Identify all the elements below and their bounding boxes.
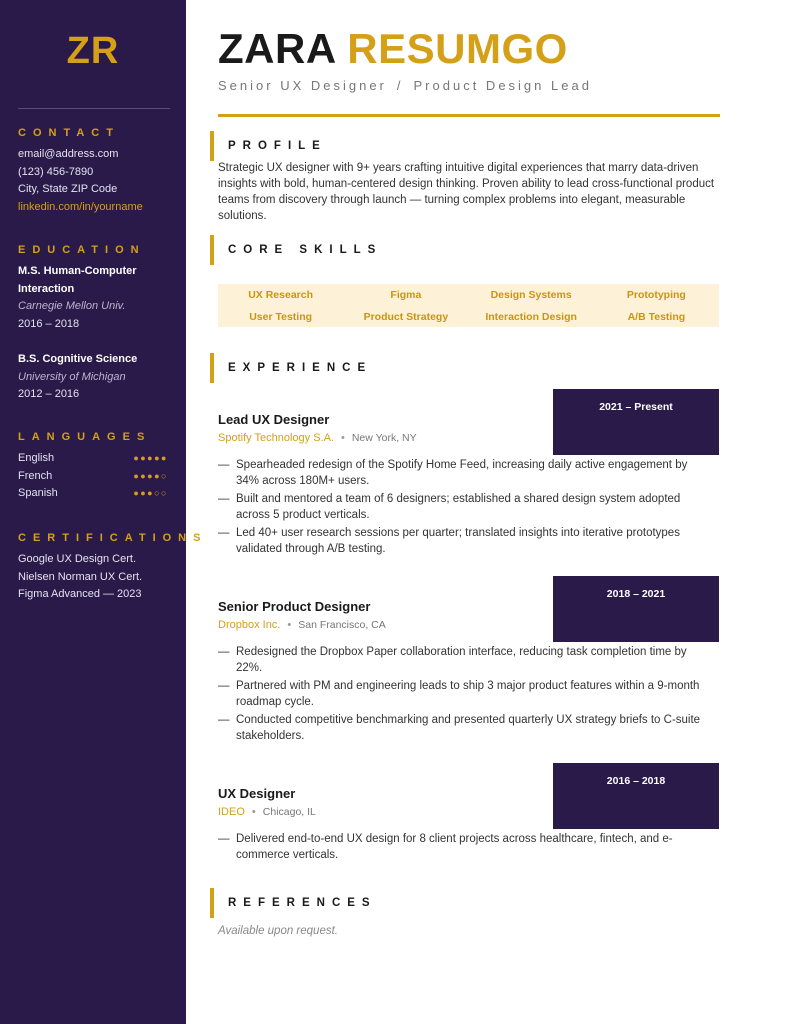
meta-separator: • xyxy=(251,806,256,818)
certifications-heading: CERTIFICATIONS xyxy=(18,532,208,544)
language-level-dots: ●●●●○ xyxy=(133,470,168,481)
education-school: Carnegie Mellon Univ. xyxy=(18,300,126,312)
section-title: PROFILE xyxy=(228,140,327,152)
job-bullets xyxy=(218,644,708,746)
bullet-marker: — xyxy=(218,527,230,539)
skill-tag: Figma xyxy=(390,289,422,301)
job-title: Senior Product Designer xyxy=(218,599,371,614)
job-company: Spotify Technology S.A. xyxy=(218,432,334,444)
language-name: French xyxy=(18,469,53,482)
references-text: Available upon request. xyxy=(218,925,338,937)
language-level-dots: ●●●○○ xyxy=(133,488,168,498)
subtitle-role: Product Design Lead xyxy=(413,78,592,93)
skills-grid xyxy=(218,284,719,327)
profile-summary: Strategic UX designer with 9+ years crafting intuitive digital experiences that marry data-driven insights with bold, human-centered design thinking. Proven ability to lead cross-functional product teams from discovery through launch — turning complex problems into elegant, measurable solutions. xyxy=(218,162,715,222)
bullet-text: Partnered with PM and engineering leads to ship 3 major product features within a 9-month roadmap cycle. xyxy=(236,680,700,708)
section-accent-bar xyxy=(210,353,214,383)
first-name: ZARA xyxy=(218,25,336,72)
skill-tag: Product Strategy xyxy=(363,311,449,323)
bullet-text: Redesigned the Dropbox Paper collaboration interface, reducing task completion time by 22%. xyxy=(236,646,687,674)
skill-tag: Prototyping xyxy=(626,289,686,301)
section-title: REFERENCES xyxy=(228,897,377,909)
job-location: Chicago, IL xyxy=(262,806,316,818)
skill-tag: Interaction Design xyxy=(485,311,577,323)
job-company: Dropbox Inc. xyxy=(218,619,281,631)
job-bullet xyxy=(218,644,708,676)
job-meta xyxy=(218,619,386,631)
experience-header xyxy=(210,353,372,383)
job-bullets xyxy=(218,831,708,865)
certifications-section xyxy=(18,532,208,604)
job-location: San Francisco, CA xyxy=(298,619,386,631)
bullet-text: Delivered end-to-end UX design for 8 client projects across healthcare, fintech, and e-commerce verticals. xyxy=(236,833,673,861)
job-bullet xyxy=(218,831,708,863)
bullet-marker: — xyxy=(218,493,230,505)
education-school: University of Michigan xyxy=(18,370,126,383)
skill-tag: A/B Testing xyxy=(627,311,686,323)
section-title: CORE SKILLS xyxy=(228,244,383,256)
monogram: ZR xyxy=(66,30,120,72)
education-degree-cont: Interaction xyxy=(18,282,75,295)
education-item xyxy=(18,351,178,404)
bullet-marker: — xyxy=(218,646,230,658)
job-bullet xyxy=(218,678,708,710)
education-years: 2016 – 2018 xyxy=(18,317,80,330)
bullet-marker: — xyxy=(218,459,230,471)
job-date-box: 2018 – 2021 xyxy=(553,576,719,642)
job-date-box: 2016 – 2018 xyxy=(553,763,719,829)
bullet-marker: — xyxy=(218,714,230,726)
education-years: 2012 – 2016 xyxy=(18,388,80,400)
job-title: UX Designer xyxy=(218,786,296,801)
job-title: Lead UX Designer xyxy=(218,412,330,427)
full-name xyxy=(218,24,568,74)
meta-separator: • xyxy=(287,619,292,631)
language-row xyxy=(18,468,168,486)
education-heading: EDUCATION xyxy=(18,244,146,256)
education-degree: B.S. Cognitive Science xyxy=(18,353,138,365)
last-name: RESUMGO xyxy=(347,25,568,72)
skills-header xyxy=(210,235,382,265)
bullet-text: Spearheaded redesign of the Spotify Home Feed, increasing daily active engagement by 34% across 180M+ users. xyxy=(236,459,688,487)
job-location: New York, NY xyxy=(351,432,417,444)
skill-tag: Design Systems xyxy=(490,289,572,301)
contact-email[interactable]: email@address.com xyxy=(18,148,119,160)
language-name: English xyxy=(18,452,55,464)
contact-section xyxy=(18,127,178,216)
sidebar xyxy=(0,0,208,1024)
bullet-marker: — xyxy=(218,833,230,845)
section-accent-bar xyxy=(210,888,214,918)
profile-header xyxy=(210,131,327,161)
meta-separator: • xyxy=(340,432,345,444)
language-name: Spanish xyxy=(18,487,58,499)
education-degree: M.S. Human-Computer xyxy=(18,265,137,277)
job-bullet xyxy=(218,491,708,523)
section-title: EXPERIENCE xyxy=(228,362,373,374)
sidebar-divider xyxy=(18,108,170,109)
bullet-text: Built and mentored a team of 6 designers; established a shared design system adopted across 5 product verticals. xyxy=(236,493,681,521)
education-section xyxy=(18,244,178,422)
job-subtitle xyxy=(218,78,592,93)
subtitle-separator: / xyxy=(396,78,404,93)
contact-phone: (123) 456-7890 xyxy=(18,165,94,178)
certification-item: Google UX Design Cert. xyxy=(18,553,136,565)
contact-heading: CONTACT xyxy=(18,127,120,139)
certification-item: Figma Advanced — 2023 xyxy=(18,588,142,600)
language-level-dots: ●●●●● xyxy=(133,453,168,463)
job-date-box: 2021 – Present xyxy=(553,389,719,455)
job-meta xyxy=(218,806,316,818)
references-header xyxy=(210,888,377,918)
bullet-text: Led 40+ user research sessions per quarter; translated insights into iterative prototypes validated through A/B testing. xyxy=(236,527,680,555)
job-bullet xyxy=(218,457,708,489)
job-bullet xyxy=(218,525,708,557)
subtitle-role: Senior UX Designer xyxy=(218,78,387,93)
job-company: IDEO xyxy=(218,806,245,818)
bullet-text: Conducted competitive benchmarking and presented quarterly UX strategy briefs to C-suite stakeholders. xyxy=(236,714,701,742)
languages-section xyxy=(18,431,178,503)
skill-tag: User Testing xyxy=(249,311,313,323)
language-row xyxy=(18,450,168,468)
language-row xyxy=(18,485,168,503)
section-accent-bar xyxy=(210,131,214,161)
bullet-marker: — xyxy=(218,680,230,692)
certification-item: Nielsen Norman UX Cert. xyxy=(18,570,143,583)
job-meta xyxy=(218,432,417,444)
skill-tag: UX Research xyxy=(248,289,314,301)
contact-linkedin-link[interactable]: linkedin.com/in/yourname xyxy=(18,200,143,213)
section-accent-bar xyxy=(210,235,214,265)
job-bullets xyxy=(218,457,708,559)
job-bullet xyxy=(218,712,708,744)
education-item xyxy=(18,263,178,333)
header-divider xyxy=(218,114,720,117)
contact-address: City, State ZIP Code xyxy=(18,183,118,195)
languages-heading: LANGUAGES xyxy=(18,431,152,443)
